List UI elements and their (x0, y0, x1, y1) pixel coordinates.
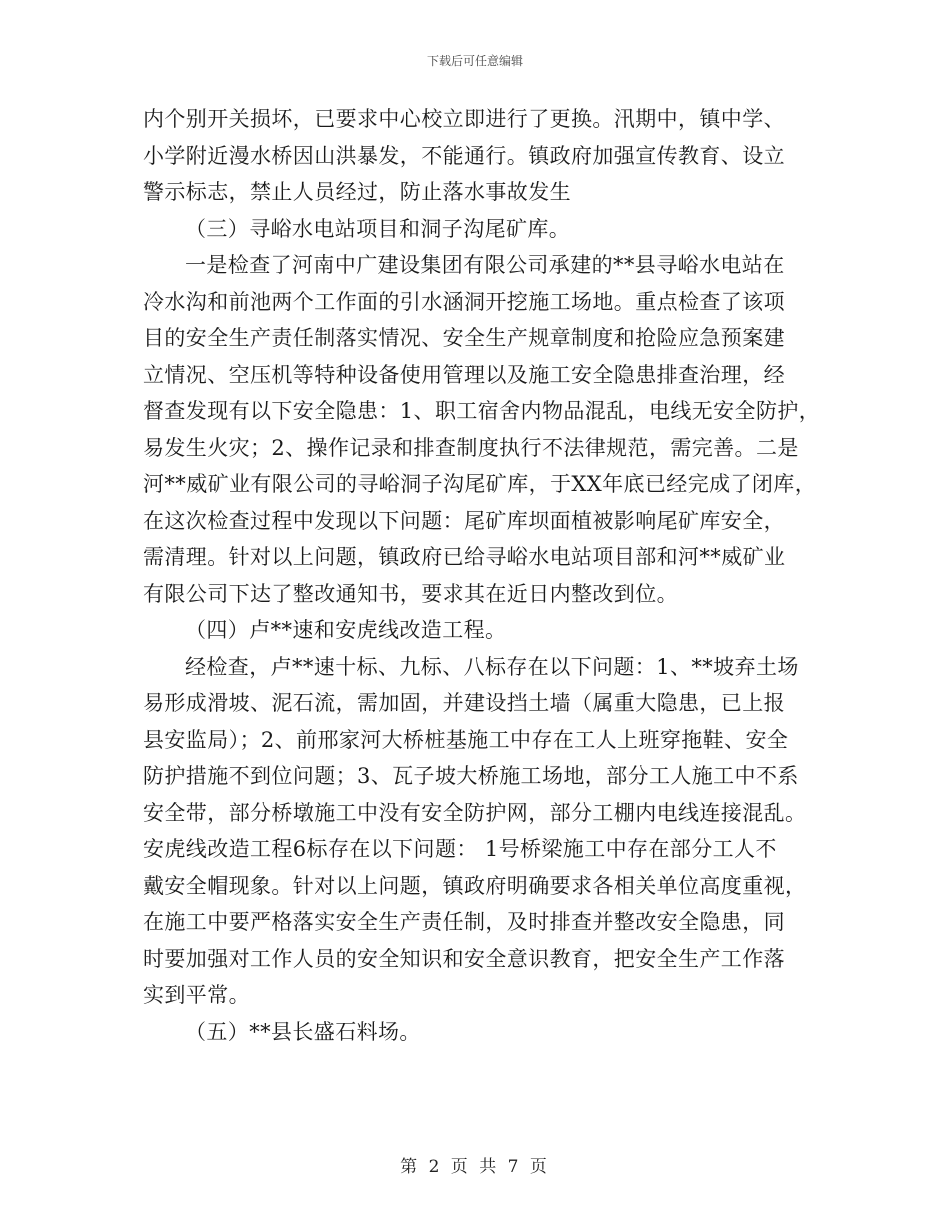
document-body (143, 101, 823, 1050)
text-line: 冷水沟和前池两个工作面的引水涵洞开挖施工场地。重点检查了该项 (143, 289, 785, 314)
text-line: 实到平常。 (143, 983, 250, 1007)
text-line: 在施工中要严格落实安全生产责任制，及时排查并整改安全隐患，同 (143, 910, 785, 934)
text-line: 小学附近漫水桥因山洪暴发，不能通行。镇政府加强宣传教育、设立 (143, 143, 785, 168)
text-line: 时要加强对工作人员的安全知识和安全意识教育，把安全生产工作落 (143, 946, 785, 971)
text-line: 警示标志，禁止人员经过，防止落水事故发生 (143, 180, 571, 204)
page-number-footer: 第 2 页 共 7 页 (400, 1157, 550, 1177)
text-line: 易发生火灾；2、操作记录和排查制度执行不法律规范，需完善。二是 (143, 435, 799, 460)
text-line: 需清理。针对以上问题，镇政府已给寻峪水电站项目部和河**威矿业 (143, 545, 786, 569)
section-heading-5: （五）**县长盛石料场。 (185, 1019, 421, 1044)
section-heading-4: （四）卢**速和安虎线改造工程。 (185, 618, 507, 642)
text-line: 易形成滑坡、泥石流，需加固，并建设挡土墙（属重大隐患，已上报 (143, 691, 785, 715)
text-line: 在这次检查过程中发现以下问题：尾矿库坝面植被影响尾矿库安全， (143, 508, 785, 533)
text-line: 防护措施不到位问题；3、瓦子坡大桥施工场地，部分工人施工中不系 (143, 764, 799, 788)
text-line: 有限公司下达了整改通知书，要求其在近日内整改到位。 (143, 581, 678, 606)
text-line: 安虎线改造工程6标存在以下问题： 1号桥梁施工中存在部分工人不 (143, 837, 777, 861)
text-line: 安全带，部分桥墩施工中没有安全防护网，部分工棚内电线连接混乱。 (143, 800, 807, 825)
text-line: 一是检查了河南中广建设集团有限公司承建的**县寻峪水电站在 (185, 253, 785, 277)
text-line: 督查发现有以下安全隐患：1、职工宿舍内物品混乱，电线无安全防护， (143, 399, 821, 423)
text-line: 内个别开关损坏，已要求中心校立即进行了更换。汛期中，镇中学、 (143, 107, 785, 131)
page-header: 下载后可任意编辑 (426, 54, 523, 68)
text-line: 目的安全生产责任制落实情况、安全生产规章制度和抢险应急预案建 (143, 326, 785, 350)
text-line: 立情况、空压机等特种设备使用管理以及施工安全隐患排查治理，经 (143, 362, 785, 387)
text-line: 经检查，卢**速十标、九标、八标存在以下问题：1、**坡弃土场 (185, 654, 799, 679)
text-line: 县安监局）；2、前邢家河大桥桩基施工中存在工人上班穿拖鞋、安全 (143, 727, 789, 752)
section-heading-3: （三）寻峪水电站项目和洞子沟尾矿库。 (185, 216, 571, 241)
text-line: 河**威矿业有限公司的寻峪洞子沟尾矿库，于XX年底已经完成了闭库， (143, 472, 817, 496)
text-line: 戴安全帽现象。针对以上问题，镇政府明确要求各相关单位高度重视， (143, 873, 807, 898)
